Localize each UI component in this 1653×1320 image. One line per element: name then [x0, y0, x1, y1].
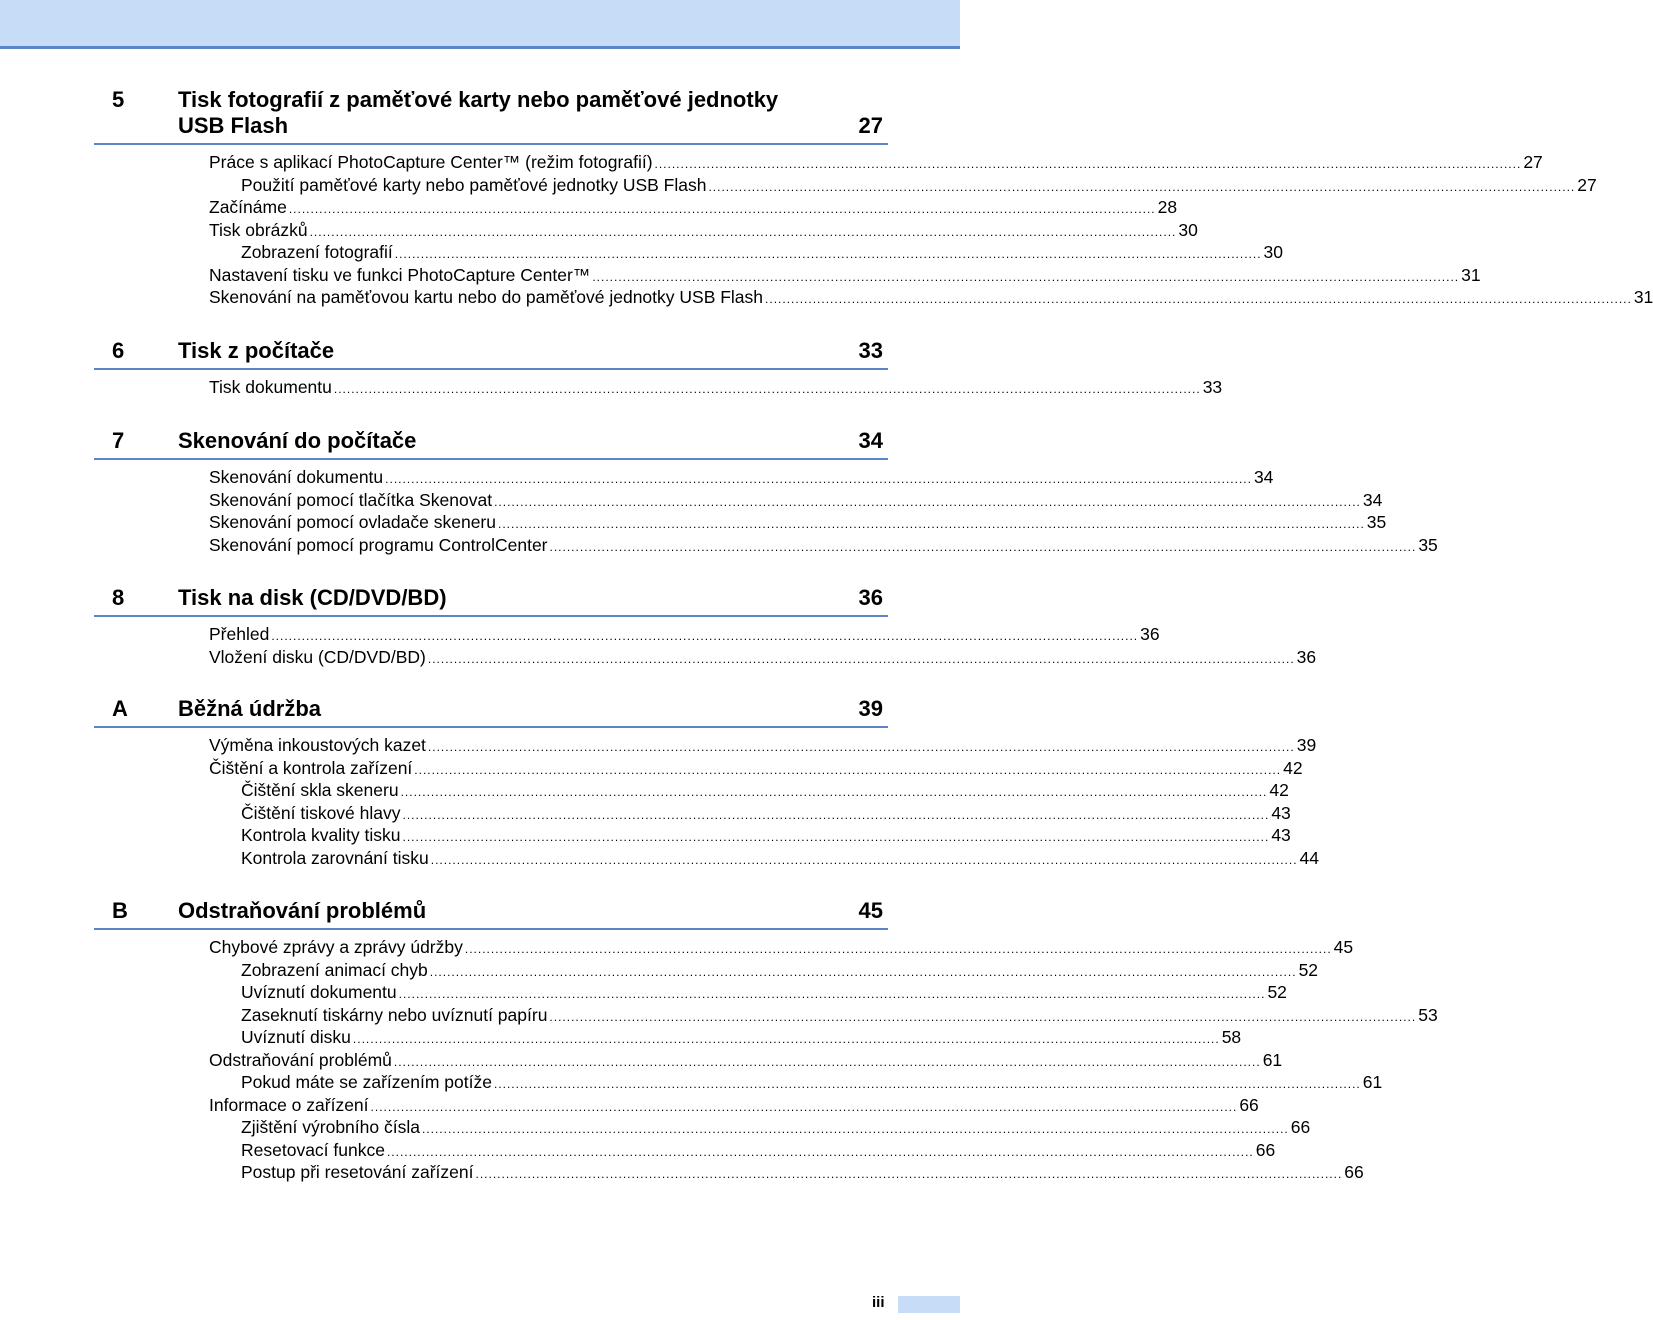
chapter-rule	[94, 368, 888, 370]
toc-entry-page-number: 42	[1283, 757, 1303, 778]
toc-entry[interactable]	[241, 1026, 1242, 1049]
toc-entry-label: Tisk dokumentu	[209, 377, 332, 397]
toc-entry-page-number: 52	[1298, 959, 1319, 980]
toc-entry-list	[94, 623, 1317, 668]
toc-entry[interactable]	[241, 1116, 1311, 1139]
toc-entry[interactable]	[241, 779, 1289, 802]
chapter-rule	[94, 615, 888, 617]
toc-entry-label: Pokud máte se zařízením potíže	[241, 1072, 492, 1092]
toc-entry[interactable]	[241, 1071, 1383, 1094]
toc-entry[interactable]	[209, 534, 1438, 557]
chapter-heading	[94, 338, 888, 364]
toc-entry-label: Nastavení tisku ve funkci PhotoCapture Center™	[209, 264, 591, 285]
toc-entry-label: Odstraňování problémů	[209, 1049, 392, 1070]
toc-entry[interactable]	[209, 734, 1317, 757]
dot-leader: ........................................................................................................................................................................................................	[393, 1054, 1261, 1069]
toc-entry-page-number: 45	[1333, 937, 1354, 957]
toc-entry-page-number: 27	[1577, 174, 1597, 195]
header-band	[0, 0, 960, 46]
dot-leader: ........................................................................................................................................................................................................	[493, 1077, 1361, 1091]
toc-entry[interactable]	[209, 376, 1223, 399]
chapter-rule	[94, 458, 888, 460]
dot-leader: ........................................................................................................................................................................................................	[414, 762, 1282, 777]
toc-entry[interactable]	[209, 196, 1178, 219]
dot-leader: ........................................................................................................................................................................................................	[402, 807, 1270, 822]
toc-entry-page-number: 66	[1255, 1139, 1276, 1160]
chapter-rule	[94, 726, 888, 728]
toc-entry-label: Kontrola kvality tisku	[241, 825, 401, 845]
toc-entry-page-number: 35	[1418, 534, 1438, 555]
dot-leader: ........................................................................................................................................................................................................	[385, 472, 1252, 486]
toc-entry-page-number: 30	[1178, 219, 1198, 240]
toc-entry-page-number: 52	[1267, 982, 1287, 1002]
toc-chapter	[94, 338, 1223, 399]
chapter-rule	[94, 143, 888, 145]
chapter-heading	[94, 696, 888, 722]
toc-entry-page-number: 66	[1239, 1094, 1259, 1115]
dot-leader: ........................................................................................................................................................................................................	[394, 247, 1262, 261]
toc-entry-label: Čištění a kontrola zařízení	[209, 757, 413, 778]
toc-entry-label: Skenování pomocí tlačítka Skenovat	[209, 489, 493, 510]
toc-chapter	[94, 898, 1438, 1184]
toc-entry-list	[94, 734, 1320, 869]
chapter-page-number[interactable]: 39	[858, 696, 883, 721]
chapter-heading	[94, 428, 888, 454]
toc-entry[interactable]	[241, 1161, 1364, 1184]
toc-entry-label: Kontrola zarovnání tisku	[241, 847, 429, 868]
toc-entry-page-number: 27	[1523, 152, 1543, 172]
toc-entry-label: Zobrazení fotografií	[241, 242, 393, 262]
toc-entry-label: Informace o zařízení	[209, 1094, 369, 1115]
toc-entry-label: Skenování pomocí ovladače skeneru	[209, 512, 496, 532]
toc-entry[interactable]	[209, 264, 1481, 287]
toc-entry-label: Tisk obrázků	[209, 219, 308, 240]
dot-leader: ........................................................................................................................................................................................................	[494, 494, 1361, 509]
chapter-number: A	[112, 696, 128, 721]
toc-entry[interactable]	[241, 824, 1291, 847]
toc-entry-label: Zaseknutí tiskárny nebo uvíznutí papíru	[241, 1004, 548, 1025]
chapter-title[interactable]: Tisk fotografií z paměťové karty nebo paměťové jednotky USB Flash	[178, 87, 779, 138]
toc-entry[interactable]	[241, 802, 1291, 825]
dot-leader: ........................................................................................................................................................................................................	[765, 292, 1632, 306]
toc-entry-label: Začínáme	[209, 197, 287, 217]
toc-entry-page-number: 34	[1362, 489, 1383, 510]
toc-entry[interactable]	[209, 511, 1387, 534]
toc-entry[interactable]	[209, 1094, 1259, 1117]
toc-entry-page-number: 42	[1269, 780, 1289, 800]
dot-leader: ........................................................................................................................................................................................................	[400, 785, 1268, 799]
chapter-number: 8	[112, 585, 125, 610]
chapter-rule	[94, 928, 888, 930]
toc-entry-label: Skenování dokumentu	[209, 467, 384, 487]
toc-entry-label: Použití paměťové karty nebo paměťové jednotky USB Flash	[241, 174, 707, 195]
toc-entry-page-number: 31	[1633, 287, 1653, 307]
dot-leader: ........................................................................................................................................................................................................	[333, 382, 1201, 396]
toc-entry[interactable]	[209, 489, 1383, 512]
dot-leader: ........................................................................................................................................................................................................	[497, 517, 1365, 531]
toc-entry[interactable]	[241, 241, 1284, 264]
toc-entry[interactable]	[209, 936, 1354, 959]
toc-entry-list	[94, 151, 1653, 309]
toc-entry-page-number: 43	[1271, 802, 1291, 823]
page-number: iii	[872, 1294, 885, 1311]
toc-entry[interactable]	[241, 1004, 1438, 1027]
toc-entry-label: Čištění tiskové hlavy	[241, 802, 401, 823]
toc-entry[interactable]	[209, 646, 1317, 669]
chapter-page-number[interactable]: 27	[858, 113, 883, 138]
chapter-title[interactable]: Skenování do počítače	[178, 428, 417, 453]
toc-chapter	[94, 87, 1653, 309]
chapter-title[interactable]: Tisk z počítače	[178, 338, 335, 363]
chapter-heading	[94, 898, 888, 924]
toc-entry[interactable]	[209, 466, 1274, 489]
dot-leader: ........................................................................................................................................................................................................	[427, 740, 1295, 754]
chapter-heading	[94, 585, 888, 611]
toc-chapter	[94, 696, 1320, 869]
toc-entry-label: Uvíznutí dokumentu	[241, 982, 397, 1002]
dot-leader: ........................................................................................................................................................................................................	[549, 539, 1417, 554]
toc-entry[interactable]	[241, 959, 1319, 982]
toc-entry-label: Uvíznutí disku	[241, 1027, 351, 1047]
toc-chapter	[94, 585, 1317, 668]
dot-leader: ........................................................................................................................................................................................................	[309, 224, 1177, 239]
toc-entry-page-number: 53	[1418, 1004, 1438, 1025]
toc-entry-label: Skenování pomocí programu ControlCenter	[209, 534, 548, 555]
toc-entry-page-number: 39	[1296, 735, 1317, 755]
chapter-page-number[interactable]: 34	[858, 428, 883, 453]
toc-entry-list	[94, 466, 1438, 556]
dot-leader: ........................................................................................................................................................................................................	[402, 830, 1270, 844]
toc-entry-label: Zobrazení animací chyb	[241, 959, 428, 980]
toc-entry-page-number: 28	[1157, 197, 1178, 217]
toc-entry-page-number: 58	[1221, 1027, 1242, 1047]
header-band-rule	[0, 46, 960, 49]
dot-leader: ........................................................................................................................................................................................................	[654, 157, 1522, 171]
dot-leader: ........................................................................................................................................................................................................	[464, 942, 1332, 956]
toc-entry[interactable]	[209, 151, 1543, 174]
chapter-number: 7	[112, 428, 125, 453]
toc-entry-page-number: 44	[1299, 847, 1320, 868]
toc-entry[interactable]	[241, 847, 1320, 870]
toc-entry-page-number: 34	[1253, 467, 1274, 487]
toc-entry[interactable]	[209, 623, 1160, 646]
dot-leader: ........................................................................................................................................................................................................	[398, 987, 1266, 1001]
toc-entry-label: Zjištění výrobního čísla	[241, 1117, 420, 1137]
toc-entry-page-number: 61	[1262, 1049, 1283, 1070]
toc-entry-page-number: 43	[1271, 825, 1291, 845]
chapter-page-number[interactable]: 45	[858, 898, 883, 923]
chapter-number: B	[112, 898, 128, 923]
toc-entry-label: Resetovací funkce	[241, 1139, 385, 1160]
dot-leader: ........................................................................................................................................................................................................	[549, 1009, 1417, 1024]
toc-entry[interactable]	[209, 1049, 1283, 1072]
toc-entry[interactable]	[241, 1139, 1276, 1162]
dot-leader: ........................................................................................................................................................................................................	[708, 179, 1576, 194]
dot-leader: ........................................................................................................................................................................................................	[427, 651, 1295, 666]
toc-entry[interactable]	[241, 174, 1597, 197]
chapter-title[interactable]: Tisk na disk (CD/DVD/BD)	[178, 585, 447, 610]
chapter-heading	[94, 87, 888, 139]
chapter-number: 6	[112, 338, 125, 363]
toc-entry-page-number: 31	[1461, 264, 1481, 285]
dot-leader: ........................................................................................................................................................................................................	[288, 202, 1156, 216]
dot-leader: ........................................................................................................................................................................................................	[592, 269, 1460, 284]
toc-entry-label: Přehled	[209, 624, 270, 644]
toc-entry-page-number: 36	[1296, 646, 1317, 667]
toc-entry-label: Chybové zprávy a zprávy údržby	[209, 937, 463, 957]
chapter-number: 5	[112, 87, 125, 112]
toc-chapter	[94, 428, 1438, 556]
dot-leader: ........................................................................................................................................................................................................	[386, 1144, 1254, 1159]
toc-entry-list	[94, 376, 1223, 399]
dot-leader: ........................................................................................................................................................................................................	[352, 1032, 1220, 1046]
toc-entry[interactable]	[209, 757, 1303, 780]
toc-entry[interactable]	[241, 981, 1287, 1004]
toc-entry-page-number: 36	[1140, 624, 1160, 644]
toc-entry[interactable]	[209, 286, 1653, 309]
toc-entry-page-number: 33	[1202, 377, 1223, 397]
toc-entry-label: Výměna inkoustových kazet	[209, 735, 426, 755]
toc-entry-page-number: 66	[1344, 1162, 1364, 1182]
toc-entry-list	[94, 936, 1438, 1184]
toc-entry-page-number: 35	[1366, 512, 1387, 532]
toc-entry-label: Práce s aplikací PhotoCapture Center™ (režim fotografií)	[209, 152, 653, 172]
toc-entry-page-number: 61	[1362, 1072, 1383, 1092]
dot-leader: ........................................................................................................................................................................................................	[421, 1122, 1289, 1136]
chapter-page-number[interactable]: 33	[858, 338, 883, 363]
toc-entry-label: Skenování na paměťovou kartu nebo do paměťové jednotky USB Flash	[209, 287, 764, 307]
dot-leader: ........................................................................................................................................................................................................	[475, 1167, 1343, 1181]
toc-entry[interactable]	[209, 219, 1198, 242]
dot-leader: ........................................................................................................................................................................................................	[429, 964, 1297, 979]
toc-entry-label: Čištění skla skeneru	[241, 780, 399, 800]
toc-entry-label: Postup při resetování zařízení	[241, 1162, 474, 1182]
toc-entry-page-number: 30	[1263, 242, 1284, 262]
chapter-title[interactable]: Odstraňování problémů	[178, 898, 427, 923]
dot-leader: ........................................................................................................................................................................................................	[271, 629, 1139, 643]
toc-entry-label: Vložení disku (CD/DVD/BD)	[209, 646, 426, 667]
chapter-title[interactable]: Běžná údržba	[178, 696, 322, 721]
dot-leader: ........................................................................................................................................................................................................	[430, 852, 1298, 867]
dot-leader: ........................................................................................................................................................................................................	[370, 1099, 1238, 1114]
chapter-page-number[interactable]: 36	[858, 585, 883, 610]
footer-band	[898, 1296, 960, 1313]
toc-entry-page-number: 66	[1290, 1117, 1311, 1137]
